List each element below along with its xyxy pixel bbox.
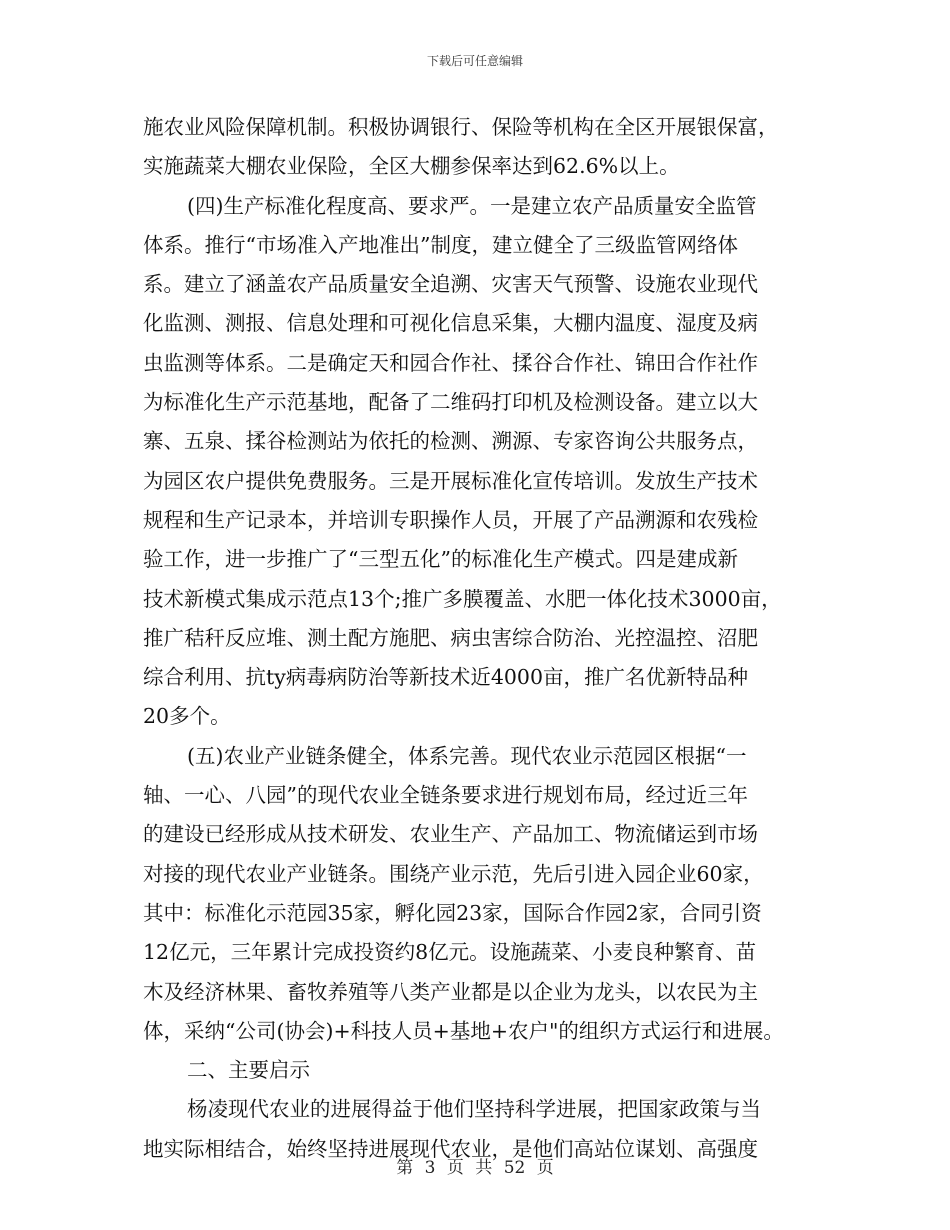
document-body [143, 108, 823, 1169]
text-line: 体系。推行“市场准入产地准出”制度，建立健全了三级监管网络体 [143, 232, 738, 257]
text-line: 其中：标准化示范园35家，孵化园23家，国际合作园2家，合同引资 [143, 900, 762, 925]
text-line: 杨凌现代农业的进展得益于他们坚持科学进展，把国家政策与当 [187, 1097, 761, 1122]
text-line: 为标准化生产示范基地，配备了二维码打印机及检测设备。建立以大 [143, 390, 758, 415]
text-line: (五)农业产业链条健全，体系完善。现代农业示范园区根据“一 [187, 743, 747, 768]
text-line: 验工作，进一步推广了“三型五化”的标准化生产模式。四是建成新 [143, 547, 738, 572]
page-header: 下载后可任意编辑 [426, 54, 523, 68]
text-line: 地实际相结合，始终坚持进展现代农业，是他们高站位谋划、高强度 [143, 1136, 758, 1161]
text-line: 轴、一心、八园”的现代农业全链条要求进行规划布局，经过近三年 [143, 783, 748, 808]
text-line: 化监测、测报、信息处理和可视化信息采集，大棚内温度、湿度及病 [143, 311, 758, 336]
text-line: 规程和生产记录本，并培训专职操作人员，开展了产品溯源和农残检 [143, 507, 758, 532]
text-line: 12亿元，三年累计完成投资约8亿元。设施蔬菜、小麦良种繁育、苗 [143, 940, 757, 965]
text-line: 对接的现代农业产业链条。围绕产业示范，先后引进入园企业60家， [143, 861, 764, 886]
text-line: 20多个。 [143, 704, 231, 729]
text-line: 技术新模式集成示范点13个;推广多膜覆盖、水肥一体化技术3000亩， [143, 586, 782, 611]
text-line: 推广秸秆反应堆、测土配方施肥、病虫害综合防治、光控温控、沼肥 [143, 625, 758, 650]
text-line: 寨、五泉、揉谷检测站为依托的检测、溯源、专家咨询公共服务点， [143, 429, 758, 454]
text-line: 木及经济林果、畜牧养殖等八类产业都是以企业为龙头，以农民为主 [143, 979, 758, 1004]
text-line: 综合利用、抗ty病毒病防治等新技术近4000亩，推广名优新特品种 [143, 665, 748, 690]
text-line: (四)生产标准化程度高、要求严。一是建立农产品质量安全监管 [187, 193, 757, 218]
text-line: 虫监测等体系。二是确定天和园合作社、揉谷合作社、锦田合作社作 [143, 350, 758, 375]
text-line: 体，采纳“公司(协会)+科技人员+基地+农户"的组织方式运行和进展。 [143, 1018, 784, 1043]
text-line: 实施蔬菜大棚农业保险，全区大棚参保率达到62.6%以上。 [143, 154, 680, 179]
section-heading: 二、主要启示 [187, 1058, 310, 1083]
text-line: 的建设已经形成从技术研发、农业生产、产品加工、物流储运到市场 [143, 822, 758, 847]
text-line: 施农业风险保障机制。积极协调银行、保险等机构在全区开展银保富， [143, 115, 779, 139]
text-line: 为园区农户提供免费服务。三是开展标准化宣传培训。发放生产技术 [143, 468, 758, 493]
text-line: 系。建立了涵盖农产品质量安全追溯、灾害天气预警、设施农业现代 [143, 272, 758, 297]
page-footer: 第 3 页 共 52 页 [396, 1158, 554, 1178]
